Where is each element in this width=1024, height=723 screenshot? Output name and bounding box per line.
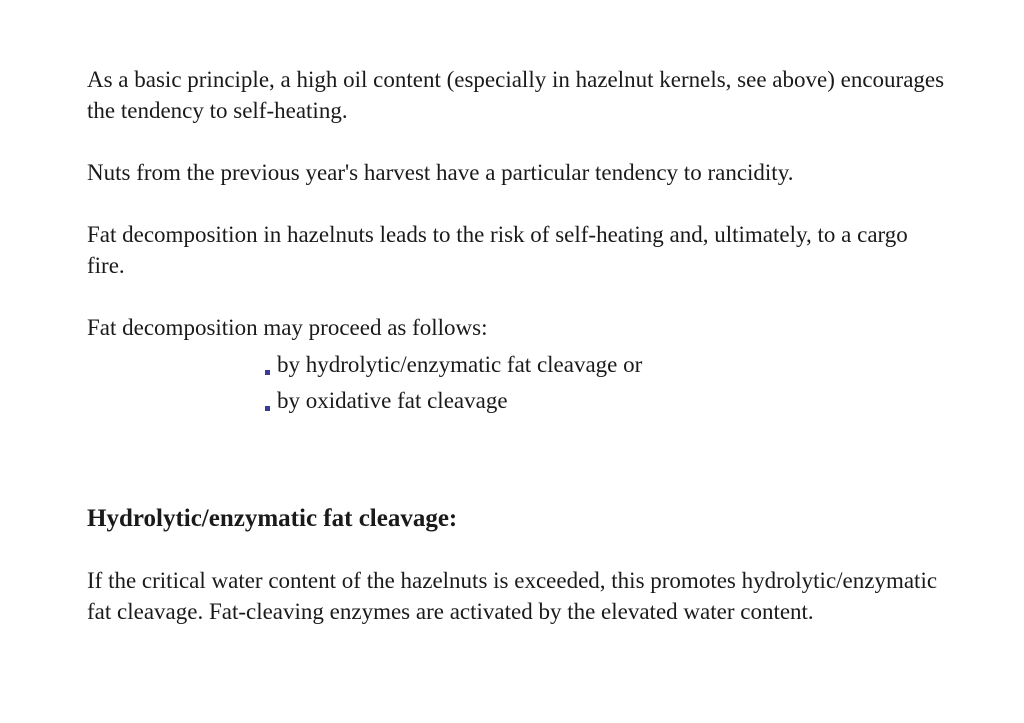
list-item-text: by oxidative fat cleavage	[277, 388, 508, 413]
list-item	[265, 383, 947, 419]
paragraph-previous-harvest: Nuts from the previous year's harvest have a particular tendency to rancidity.	[87, 160, 794, 185]
bullet-icon	[265, 370, 270, 375]
decomposition-list	[265, 347, 947, 419]
section-heading: Hydrolytic/enzymatic fat cleavage:	[87, 505, 458, 532]
document-page	[87, 64, 947, 627]
list-item-text: by hydrolytic/enzymatic fat cleavage or	[277, 352, 643, 377]
paragraph-fat-decomposition-risk: Fat decomposition in hazelnuts leads to the risk of self-heating and, ultimately, to a cargo fire.	[87, 222, 908, 278]
paragraph-decomposition-intro: Fat decomposition may proceed as follows:	[87, 315, 488, 340]
list-item	[265, 347, 947, 383]
paragraph-oil-content: As a basic principle, a high oil content (especially in hazelnut kernels, see above) encourages the tendency to self-heating.	[87, 67, 945, 123]
bullet-icon	[265, 406, 270, 411]
section-body: If the critical water content of the hazelnuts is exceeded, this promotes hydrolytic/enzymatic fat cleavage. Fat-cleaving enzymes are activated by the elevated water content.	[87, 568, 938, 624]
